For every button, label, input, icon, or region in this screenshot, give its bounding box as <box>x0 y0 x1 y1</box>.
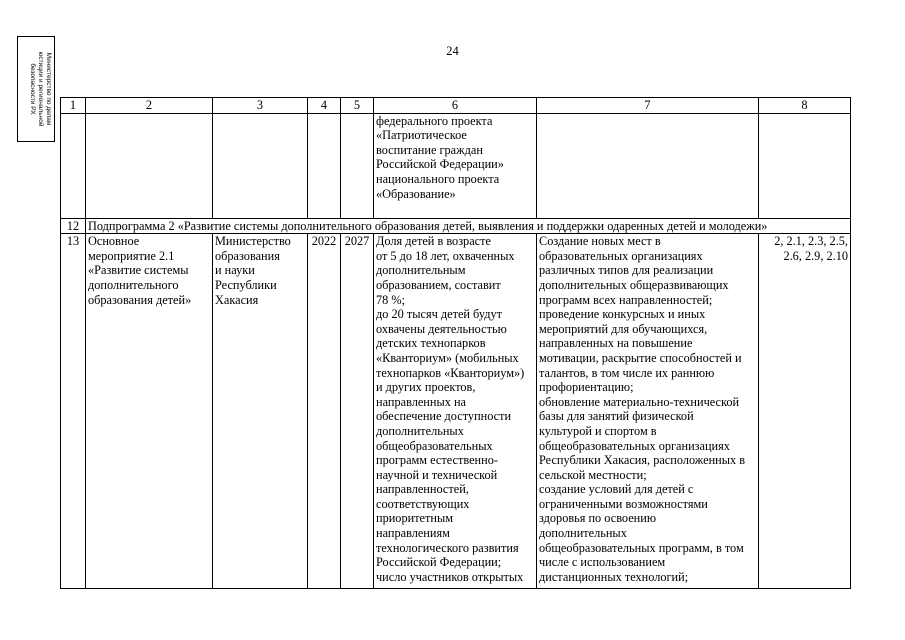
header-cell: 2 <box>86 98 213 114</box>
table-header-row <box>61 98 851 114</box>
start-year-cell: 2022 <box>308 234 341 589</box>
activity-cell: Основное мероприятие 2.1 «Развитие системы дополнительного образования детей» <box>86 234 213 589</box>
row-number: 13 <box>61 234 86 589</box>
table-cell <box>213 113 308 218</box>
page-number: 24 <box>446 44 459 58</box>
subprogram-row <box>61 218 851 234</box>
header-cell: 3 <box>213 98 308 114</box>
subprogram-title: Подпрограмма 2 «Развитие системы дополнительного образования детей, выявления и поддержки одаренных детей и молодежи» <box>86 218 851 234</box>
links-cell: 2, 2.1, 2.3, 2.5, 2.6, 2.9, 2.10 <box>759 234 851 589</box>
header-cell: 4 <box>308 98 341 114</box>
header-cell: 6 <box>374 98 537 114</box>
header-cell: 1 <box>61 98 86 114</box>
header-cell: 8 <box>759 98 851 114</box>
table-cell <box>86 113 213 218</box>
indicator-cell: федерального проекта «Патриотическое воспитание граждан Российской Федерации» национального проекта «Образование» <box>374 113 537 218</box>
end-year-cell: 2027 <box>341 234 374 589</box>
measures-cell: Создание новых мест в образовательных организациях различных типов для реализации дополнительных общеразвивающих программ всех направленностей; проведение конкурсных и иных мероприятий для обучающихся, направленных на повышение мотивации, раскрытие способностей и талантов, в том числе их раннюю профориентацию; обновление материально-технической базы для занятий физической культурой и спортом в общеобразовательных организациях Республики Хакасия, расположенных в сельской местности; создание условий для детей с ограниченными возможностями здоровья по освоению дополнительных общеобразовательных программ, в том числе с использованием дистанционных технологий; <box>537 234 759 589</box>
table-cell <box>537 113 759 218</box>
header-cell: 7 <box>537 98 759 114</box>
row-number: 12 <box>61 218 86 234</box>
table-cell <box>308 113 341 218</box>
table-row <box>61 113 851 218</box>
table-cell <box>341 113 374 218</box>
executor-cell: Министерство образования и науки Республики Хакасия <box>213 234 308 589</box>
stamp-text: Министерство по делам юстиции и региональной безопасности РХ <box>29 51 52 127</box>
table-cell <box>759 113 851 218</box>
table-cell <box>61 113 86 218</box>
program-table <box>60 97 851 589</box>
indicator-cell: Доля детей в возрасте от 5 до 18 лет, охваченных дополнительным образованием, составит 78 %; до 20 тысяч детей будут охвачены деятельностью детских технопарков «Кванториум» (мобильных технопарков «Кванториум») и других проектов, направленных на обеспечение доступности дополнительных общеобразовательных программ естественно- научной и технической направленностей, соответствующих приоритетным направлениям технологического развития Российской Федерации; число участников открытых <box>374 234 537 589</box>
table-row <box>61 234 851 589</box>
header-cell: 5 <box>341 98 374 114</box>
